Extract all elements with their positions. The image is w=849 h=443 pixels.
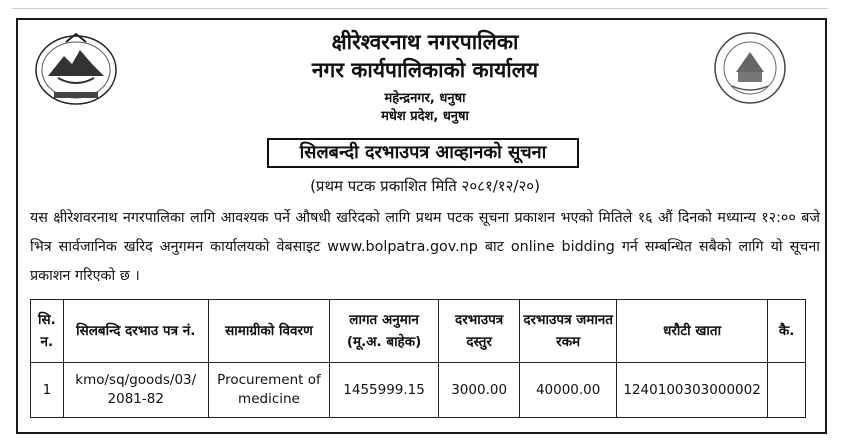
- office-name: नगर कार्यपालिकाको कार्यालय: [311, 58, 539, 82]
- address-line-1: महेन्द्रनगर, धनुषा: [384, 91, 466, 106]
- header-fee: दरभाउपत्र दस्तुर: [438, 300, 519, 363]
- cell-remarks: [768, 363, 806, 418]
- header-description: सामाग्रीको विवरण: [208, 300, 329, 363]
- cell-description: Procurement of medicine: [208, 363, 329, 418]
- cell-sn: 1: [31, 363, 64, 418]
- table-header-row: [31, 300, 806, 363]
- top-divider: [12, 8, 828, 9]
- table-row: [31, 363, 806, 418]
- cell-fee: 3000.00: [438, 363, 519, 418]
- header-security: दरभाउपत्र जमानत रकम: [520, 300, 617, 363]
- header-sn: सि. न.: [31, 300, 64, 363]
- bid-table: [30, 299, 806, 418]
- header-remarks: कै.: [768, 300, 806, 363]
- header-account: धरौटी खाता: [616, 300, 767, 363]
- municipality-name: क्षीरेश्वरनाथ नगरपालिका: [331, 30, 519, 54]
- header-bid-no: सिलबन्दि दरभाउ पत्र नं.: [63, 300, 208, 363]
- municipality-seal-icon: [712, 30, 788, 106]
- address-line-2: मधेश प्रदेश, धनुषा: [381, 109, 469, 124]
- publication-date: (प्रथम पटक प्रकाशित मिति २०८१/१२/२०): [310, 177, 540, 195]
- cell-estimate: 1455999.15: [330, 363, 439, 418]
- cell-security: 40000.00: [520, 363, 617, 418]
- cell-bid-no: kmo/sq/goods/03/ 2081-82: [63, 363, 208, 418]
- notice-body: यस क्षीरेशवरनाथ नगरपालिका लागि आवश्यक पर्ने औषधी खरिदको लागि प्रथम पटक सूचना प्रकाशन भएको मितिले १६ औं दिनको मध्यान्य १२:०० बजे भित्र सार्वजानिक खरिद अनुगमन कार्यालयको वेबसाइट www.bolpatra.gov.np बाट online bidding गर्न सम्बन्धित सबैको लागि यो सूचना प्रकाशन गरिएको छ ।: [30, 210, 820, 284]
- header-estimate: लागत अनुमान (मू.अ. बाहेक): [330, 300, 439, 363]
- nepal-emblem-icon: [30, 30, 122, 108]
- cell-account: 1240100303000002: [616, 363, 767, 418]
- notice-title: सिलबन्दी दरभाउपत्र आव्हानको सूचना: [267, 138, 579, 168]
